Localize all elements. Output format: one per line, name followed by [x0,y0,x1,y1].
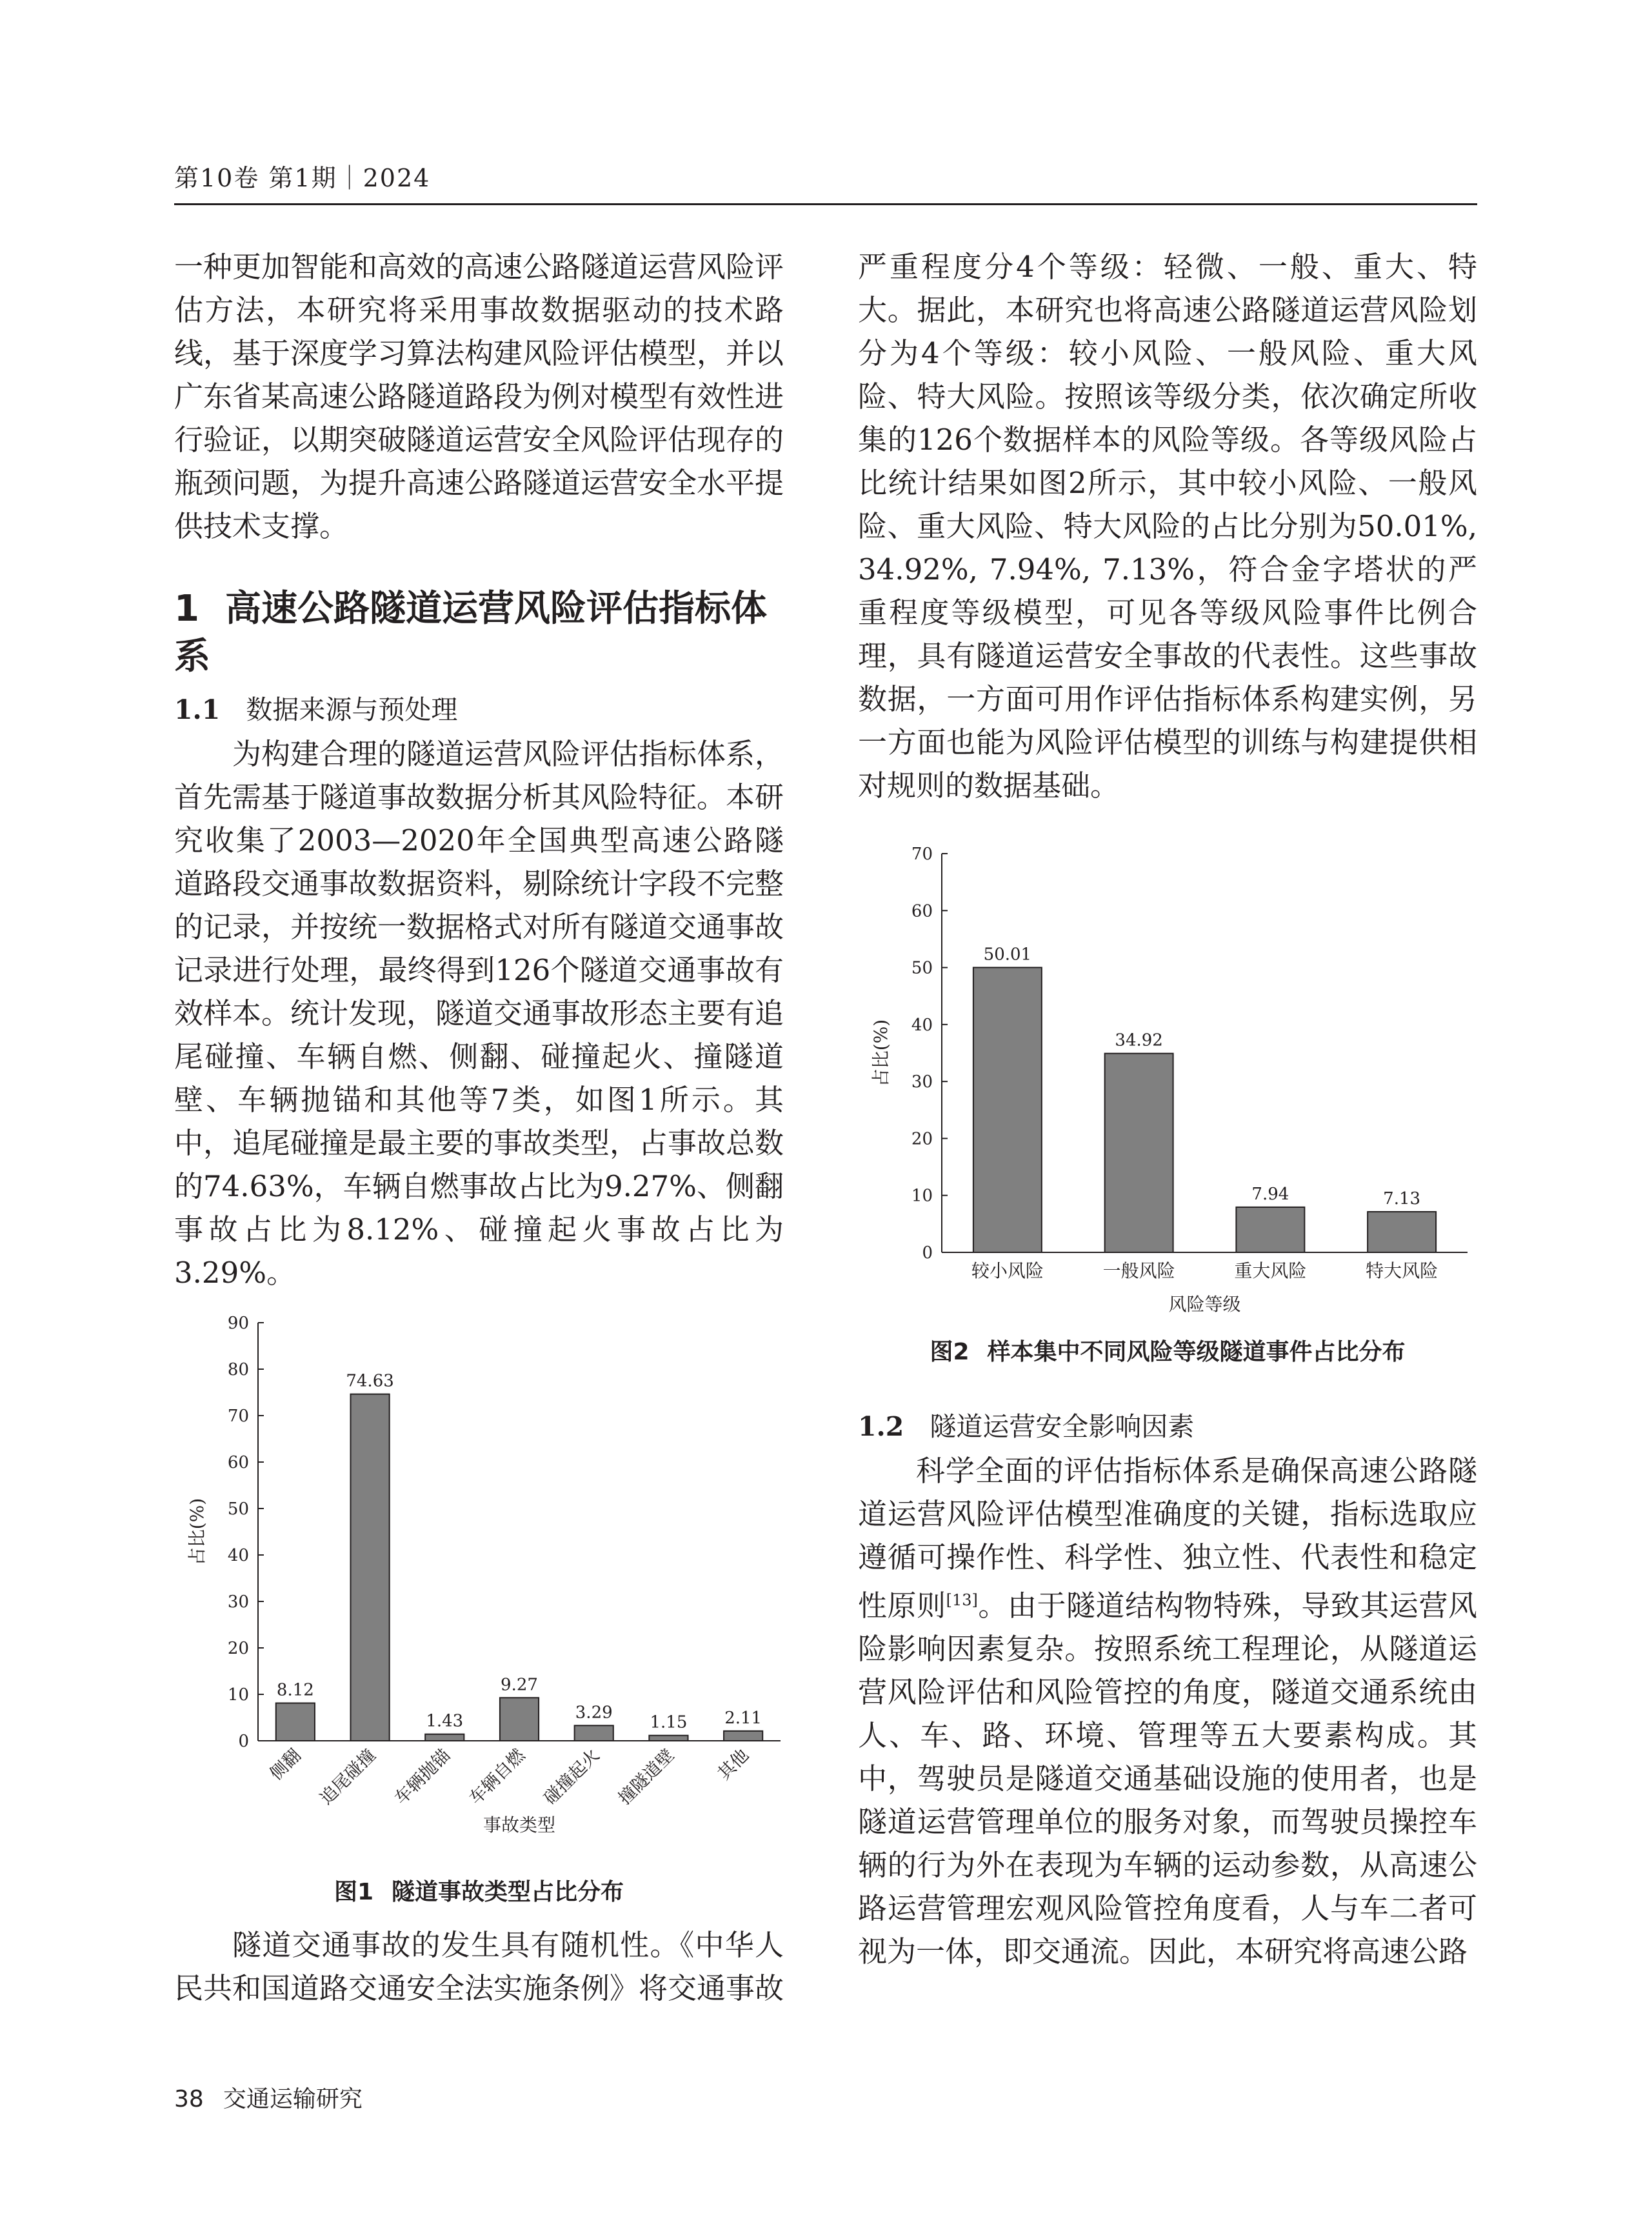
figure-1-title: 隧道事故类型占比分布 [392,1879,624,1905]
bar [1105,1054,1173,1252]
y-tick-label: 50 [227,1499,249,1519]
figure-2-chart [858,839,1477,1330]
y-tick-label: 60 [227,1453,249,1472]
paragraph-text: 科学全面的评估指标体系是确保高速公路隧道运营风险评估模型准确度的关键，指标选取应遵循可操作性、科学性、独立性、代表性和稳定性原则 [858,1454,1477,1623]
bar-value-label: 7.13 [1383,1189,1421,1209]
bar [724,1731,762,1741]
y-tick-label: 60 [911,901,933,921]
y-tick-label: 70 [911,845,933,864]
x-tick-label: 一般风险 [1102,1260,1175,1281]
y-tick-label: 10 [227,1685,249,1705]
header-divider [174,203,1477,205]
bar-value-label: 1.15 [650,1712,688,1732]
subsection-heading-1-1 [174,688,784,731]
bar-value-label: 50.01 [983,945,1032,965]
left-column [174,245,784,2010]
bar [1236,1207,1304,1252]
influence-factors-paragraph [858,1449,1477,1973]
bar-value-label: 1.43 [426,1711,464,1731]
x-tick-label: 撞隧道壁 [615,1745,679,1809]
y-tick-label: 50 [911,958,933,978]
y-tick-label: 40 [911,1015,933,1035]
figure-2-label: 图2 [930,1339,970,1365]
y-tick-label: 0 [238,1732,249,1751]
bar [1368,1212,1436,1252]
bar [649,1736,688,1741]
journal-header: 第10卷 第1期｜2024 [174,164,431,192]
x-tick-label: 重大风险 [1234,1260,1307,1281]
subsection-number: 1.2 [858,1411,904,1442]
bar [973,967,1042,1252]
bar-value-label: 8.12 [276,1680,314,1700]
bar [350,1394,389,1741]
y-tick-label: 90 [227,1314,249,1333]
bar [276,1703,315,1741]
y-axis-label: 占比(%) [186,1498,208,1566]
figure-1-label: 图1 [333,1879,374,1905]
subsection-heading-1-2 [858,1405,1477,1448]
figure-2-title: 样本集中不同风险等级隧道事件占比分布 [987,1339,1406,1365]
journal-name: 交通运输研究 [223,2086,363,2112]
x-tick-label: 追尾碰撞 [316,1745,380,1809]
x-tick-label: 特大风险 [1366,1260,1438,1281]
bar-value-label: 9.27 [501,1675,538,1695]
section-heading [174,585,784,681]
y-tick-label: 80 [227,1360,249,1379]
y-tick-label: 20 [227,1639,249,1658]
y-tick-label: 20 [911,1129,933,1149]
page-footer [174,2081,363,2114]
y-tick-label: 0 [922,1243,933,1263]
bar-value-label: 7.94 [1251,1184,1289,1204]
y-tick-label: 10 [911,1186,933,1206]
bar [425,1734,464,1741]
figure-1-chart [174,1309,784,1870]
right-column [858,245,1477,1973]
bar [575,1725,613,1741]
x-axis-label: 事故类型 [483,1814,556,1836]
bar [500,1698,539,1741]
bar-value-label: 2.11 [724,1708,762,1728]
figure-1-caption [174,1874,784,1907]
data-source-paragraph: 为构建合理的隧道运营风险评估指标体系，首先需基于隧道事故数据分析其风险特征。本研究收集了2003—2020年全国典型高速公路隧道路段交通事故数据资料，剔除统计字段不完整的记录，并按统一数据格式对所有隧道交通事故记录进行处理，最终得到126个隧道交通事故有效样本。统计发现，隧道交通事故形态主要有追尾碰撞、车辆自燃、侧翻、碰撞起火、撞隧道壁、车辆抛锚和其他等7类，如图1所示。其中，追尾碰撞是最主要的事故类型，占事故总数的74.63%，车辆自燃事故占比为9.27%、侧翻事故占比为8.12%、碰撞起火事故占比为3.29%。 [174,737,784,1290]
y-axis-label: 占比(%) [870,1019,891,1087]
paragraph-text: 。由于隧道结构物特殊，导致其运营风险影响因素复杂。按照系统工程理论，从隧道运营风险评估和风险管控的角度，隧道交通系统由人、车、路、环境、管理等五大要素构成。其中，驾驶员是隧道交通基础设施的使用者，也是隧道运营管理单位的服务对象，而驾驶员操控车辆的行为外在表现为车辆的运动参数，从高速公路运营管理宏观风险管控角度看，人与车二者可视为一体，即交通流。因此，本研究将高速公路 [858,1589,1477,1969]
citation-ref[interactable]: [13] [946,1591,978,1609]
accident-randomness-paragraph: 隧道交通事故的发生具有随机性。《中华人民共和国道路交通安全法实施条例》将交通事故 [174,1928,784,2005]
x-tick-label: 车辆抛锚 [390,1745,455,1809]
bar-value-label: 3.29 [575,1703,613,1723]
x-tick-label: 其他 [713,1745,753,1785]
y-tick-label: 70 [227,1407,249,1426]
page-number: 38 [174,2086,204,2112]
subsection-title: 数据来源与预处理 [246,694,458,725]
x-tick-label: 碰撞起火 [540,1745,604,1809]
section-number: 1 [174,588,199,630]
y-tick-label: 40 [227,1546,249,1565]
x-axis-label: 风险等级 [1168,1294,1241,1315]
subsection-number: 1.1 [174,694,221,725]
y-tick-label: 30 [227,1592,249,1612]
bar-value-label: 74.63 [346,1371,394,1391]
section-title: 高速公路隧道运营风险评估指标体系 [174,588,767,677]
risk-level-paragraph: 严重程度分4个等级：轻微、一般、重大、特大。据此，本研究也将高速公路隧道运营风险划分为4个等级：较小风险、一般风险、重大风险、特大风险。按照该等级分类，依次确定所收集的126个数据样本的风险等级。各等级风险占比统计结果如图2所示，其中较小风险、一般风险、重大风险、特大风险的占比分别为50.01%, 34.92%, 7.94%, 7.13%，符合金字塔状的严重程度等级模型，可见各等级风险事件比例合理，具有隧道运营安全事故的代表性。这些事故数据，一方面可用作评估指标体系构建实例，另一方面也能为风险评估模型的训练与构建提供相对规则的数据基础。 [858,250,1477,803]
figure-1 [174,1309,784,1907]
intro-paragraph: 一种更加智能和高效的高速公路隧道运营风险评估方法，本研究将采用事故数据驱动的技术路线，基于深度学习算法构建风险评估模型，并以广东省某高速公路隧道路段为例对模型有效性进行验证，以期突破隧道运营安全风险评估现存的瓶颈问题，为提升高速公路隧道运营安全水平提供技术支撑。 [174,250,784,543]
figure-2 [858,839,1477,1367]
x-tick-label: 较小风险 [971,1260,1044,1281]
figure-2-caption [858,1334,1477,1367]
y-tick-label: 30 [911,1072,933,1092]
x-tick-label: 车辆自燃 [465,1745,529,1809]
bar-value-label: 34.92 [1115,1030,1163,1050]
x-tick-label: 侧翻 [266,1745,305,1785]
subsection-title: 隧道运营安全影响因素 [930,1411,1195,1442]
